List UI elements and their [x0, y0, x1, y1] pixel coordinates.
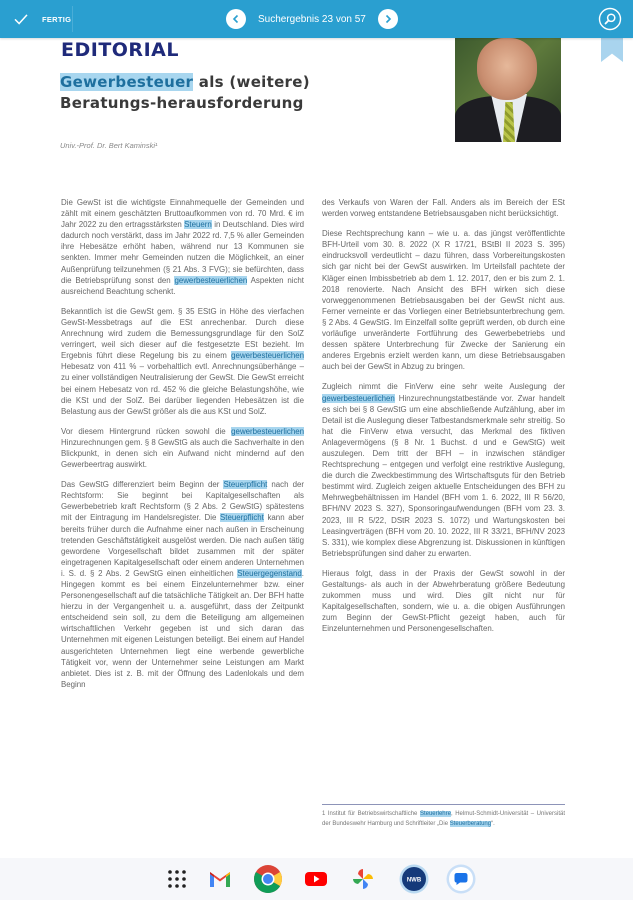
- nwb-app[interactable]: [399, 864, 429, 894]
- search-result-nav: [226, 8, 398, 30]
- youtube-app[interactable]: [303, 866, 329, 892]
- messages-app[interactable]: [446, 864, 476, 894]
- paragraph: Zugleich nimmt die FinVerw eine sehr weite Auslegung der gewerbesteuerlichen Hinzurechnungstatbestände vor. Zwar handelt es sich bei § 8 GewStG um eine abschließende Aufzählung, aber im Detail ist die Auslegung dieser Tatbestandsmerkmale sehr streitig. So hat die FinVerw etwa versucht, das Merkmal des fiktiven Anlagevermögens (§ 8 Nr. 1 Buchst. d und e GewStG) weit auszulegen. Dem tritt der BFH – in inzwischen ständiger Rechtsprechung – entgegen und verfolgt eine restriktive Auslegung, die durch die Zweckbestimmung des Wirtschaftsguts für den Betrieb bestimmt wird. Zugleich zeigen aktuelle Entscheidungen des BFH zu Mehrwegbehältnissen im Handel (BFH vom 1. 6. 2022, III R 56/20, BFH/NV 2023 S. 327), Sponsoringaufwendungen (BFH vom 23. 3. 2023, III R 5/22, DStR 2023 S. 1072) und Wartungskosten bei Leasingverträgen (BFH vom 20. 10. 2022, III R 33/21, BFH/NV 2023 S. 331), wie komplex diese Abgrenzung ist. Diskussionen in künftigen Betriebsprüfungen sind daher zu erwarten.: [322, 382, 565, 558]
- paragraph: Das GewStG differenziert beim Beginn der Steuerpflicht nach der Rechtsform: Sie beginnt bei Kapitalgesellschaften als Gewerbebetrieb kraft Rechtsform (§ 2 Abs. 2 GewStG) spätestens mit der Eintragung im Handelsregister. Die Steuerpflicht kann aber bereits früher durch die Aufnahme einer nach außen in Erscheinung tretenden Geschäftstätigkeit ausgelöst werden. Die nach außen tätig gewordene Vorgesellschaft bildet zusammen mit der später eingetragenen Kapitalgesellschaft oder einem anderen Unternehmen i. S. d. § 2 Abs. 2 GewStG einen einheitlichen Steuergegenstand. Hingegen kommt es bei einem Einzelunternehmer bzw. einer Personengesellschaft auf die tatsächliche Tätigkeit an. Der BFH hatte hierzu in der Vergangenheit u. a. ausgeführt, dass der Zeitpunkt entscheidend sein soll, zu dem die Beteiligung am allgemeinen wirtschaftlichen Verkehr gegeben ist und sich daran das Unternehmen mit eigenen Leistungen beteiligt. Bei einem auf Handel ausgerichteten Unternehmen liegt eine werbende gewerbliche Tätigkeit vor, wenn der Unternehmer seine Leistungen am Markt anbietet. Dies ist z. B. mit der Öffnung des Ladenlokals und dem Beginn: [61, 480, 304, 689]
- chevron-left-icon: [231, 14, 241, 24]
- search-hit[interactable]: Steuerberatung: [449, 821, 492, 827]
- search-hit[interactable]: gewerbesteuerlichen: [231, 351, 304, 361]
- author-line: Univ.-Prof. Dr. Bert Kaminski¹: [60, 141, 158, 150]
- photos-app[interactable]: [350, 866, 376, 892]
- article-headline: [60, 72, 390, 114]
- checkmark-icon: [12, 10, 30, 28]
- search-button[interactable]: [598, 7, 622, 31]
- search-hit[interactable]: Steuern: [184, 220, 212, 230]
- chrome-app[interactable]: [253, 864, 283, 894]
- bookmark-icon[interactable]: [601, 38, 623, 62]
- done-label: FERTIG: [42, 14, 72, 24]
- done-button[interactable]: [12, 8, 71, 30]
- search-hit[interactable]: gewerbesteuerlichen: [174, 275, 248, 285]
- search-result-counter: Suchergebnis 23 von 57: [258, 13, 366, 25]
- search-toolbar: [0, 0, 633, 38]
- gmail-icon: [208, 870, 232, 888]
- paragraph: Diese Rechtsprechung kann – wie u. a. das jüngst veröffentlichte BFH-Urteil vom 30. 8. 2022 (X R 17/21, BStBl II 2023 S. 395) eindrucksvoll verdeutlicht – dazu führen, dass Vorbereitungskosten sich gar nicht bei der GewSt auswirken. Im Urteilsfall pachtete der Kläger einen Imbissbetrieb ab dem 1. 12. 2017, den er bis zum 2. 1. 2018 renovierte. Nach Ansicht des BFH wirken sich diese vorweggenommenen Betriebsausgaben bei der GewSt nicht aus. Ferner verneinte er das Vorliegen einer Betriebsunterbrechung gem. § 2 Abs. 4 GewStG. Im Einzelfall sollte geprüft werden, ob durch eine vorläufige unveränderte Fortführung des Gewerbebetriebs und dessen spätere Unterbrechung für Zwecke der Sanierung ein anderes Ergebnis erzielt werden kann, um diese Betriebsausgaben auch bei der GewSt in Abzug zu bringen.: [322, 229, 565, 372]
- previous-result-button[interactable]: [226, 9, 246, 29]
- app-drawer-button[interactable]: [164, 866, 190, 892]
- search-hit[interactable]: Steuerpflicht: [219, 513, 264, 523]
- text-column-left: [61, 197, 304, 699]
- section-title: EDITORIAL: [61, 39, 179, 61]
- grid-icon: [167, 869, 187, 889]
- toolbar-divider: [72, 6, 73, 32]
- next-result-button[interactable]: [378, 9, 398, 29]
- search-hit[interactable]: gewerbesteuerlichen: [322, 393, 395, 403]
- youtube-icon: [304, 870, 328, 888]
- nwb-icon: [399, 864, 429, 894]
- paragraph: Hieraus folgt, dass in der Praxis der GewSt sowohl in der Gestaltungs- als auch in der Abwehrberatung größere Bedeutung zukommen muss und wird. Dies gilt nicht nur für Kapitalgesellschaften, sondern, wie u. a. die obigen Ausführungen zum Beginn der GewSt-Pflicht gezeigt haben, auch für Einzelunternehmen und Personengesellschaften.: [322, 568, 565, 634]
- nwb-app-label: NWB: [406, 877, 422, 884]
- photos-icon: [352, 868, 374, 890]
- search-hit[interactable]: Steuerpflicht: [223, 480, 268, 490]
- paragraph: des Verkaufs von Waren der Fall. Anders als im Bereich der ESt werden vorweg entstandene Betriebsausgaben nicht berücksichtigt.: [322, 198, 565, 219]
- photo-face: [477, 38, 537, 100]
- search-hit[interactable]: gewerbesteuerlichen: [231, 426, 304, 436]
- chevron-right-icon: [383, 14, 393, 24]
- headline-rest: als (weitere) Beratungs-herausforderung: [60, 73, 310, 112]
- paragraph: Vor diesem Hintergrund rücken sowohl die gewerbesteuerlichen Hinzurechnungen gem. § 8 GewStG als auch die Sachverhalte in den Blickpunkt, in denen sich ein Aufwand nicht mindernd auf den Gewerbeertrag auswirkt.: [61, 426, 305, 470]
- gmail-app[interactable]: [207, 866, 233, 892]
- paragraph: Bekanntlich ist die GewSt gem. § 35 EStG in Höhe des vierfachen GewSt-Messbetrags auf die ESt anrechenbar. Durch diese Anrechnung wird zudem die Bemessungsgrundlage für den SolZ verringert, weil sich dieser auf die festgesetzte ESt bezieht. Im Ergebnis führt diese Regelung bis zu einem gewerbesteuerlichen Hebesatz von 411 % – vorbehaltlich evtl. Anrechnungsüberhänge – zu einer vollständigen Neutralisierung der GewSt. Die GewSt erreicht bei einem Hebesatz von rd. 452 % die gleiche Belastungshöhe, wie die KSt und der SolZ. Bei darüber liegenden Hebesätzen ist die Belastung aus der GewSt größer als die aus KSt und SolZ.: [61, 306, 304, 416]
- messages-icon: [446, 864, 476, 894]
- chrome-icon: [253, 864, 283, 894]
- search-hit[interactable]: Steuergegenstand: [237, 568, 302, 578]
- footnote-divider: [322, 804, 565, 805]
- text-column-right: [322, 197, 565, 643]
- paragraph: Die GewSt ist die wichtigste Einnahmequelle der Gemeinden und zählt mit einem geschätzten Bruttoaufkommen von rd. 70 Mrd. € im Jahr 2022 zu den ertragsstärksten Steuern in Deutschland. Dies wird dadurch noch verstärkt, dass im Jahr 2022 rd. 7,5 % aller Gemeinden ihre Hebesätze erhöht haben, während nur 13 Kommunen sie senkten. Immer mehr Gemeinden nutzen die Möglichkeit, an einer Außenprüfung teilzunehmen (§ 21 Abs. 3 FVG); sie befürchten, dass die Betriebsprüfung sonst den gewerbesteuerlichen Aspekten nicht ausreichend Beachtung schenkt.: [61, 198, 304, 296]
- search-hit[interactable]: Steuerlehre: [419, 811, 451, 817]
- app-dock: [0, 858, 633, 900]
- search-icon: [598, 7, 622, 31]
- author-photo: [455, 38, 561, 142]
- search-hit[interactable]: Gewerbesteuer: [60, 73, 194, 91]
- footnote: 1 Institut für Betriebswirtschaftliche Steuerlehre, Helmut-Schmidt-Universität – Universität der Bundeswehr Hamburg und Schriftleiter „Die Steuerberatung“.: [322, 811, 565, 827]
